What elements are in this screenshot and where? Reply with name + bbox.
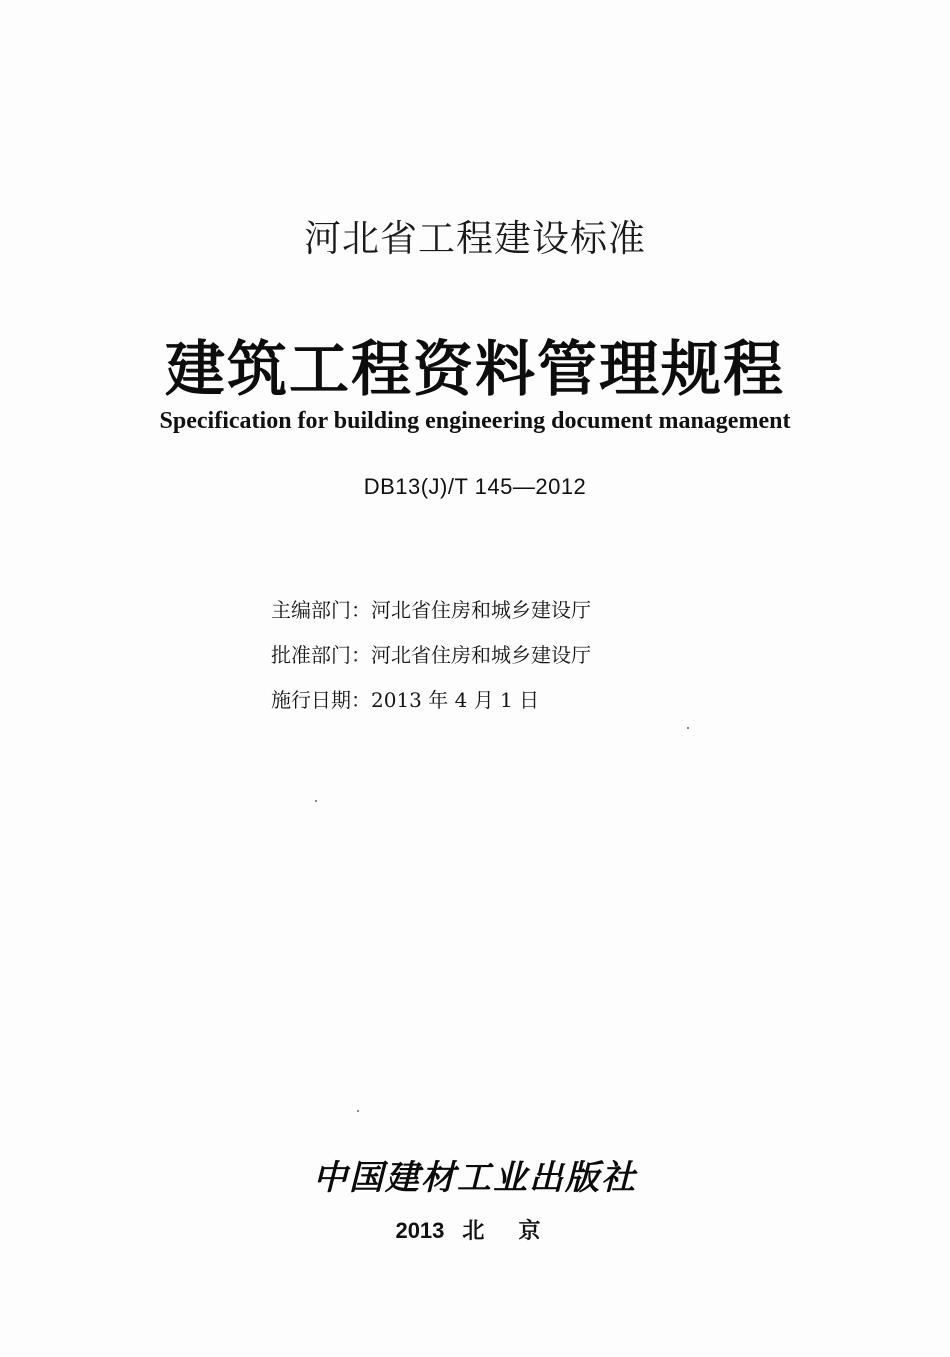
- publication-year-city: [0, 1214, 950, 1245]
- scan-speck: [357, 1110, 359, 1112]
- standard-series-heading: 河北省工程建设标准: [304, 217, 646, 260]
- approver-value: 河北省住房和城乡建设厅: [371, 643, 591, 667]
- document-title-en: Specification for building engineering document management: [159, 408, 791, 434]
- publication-city: 北 京: [462, 1218, 555, 1243]
- editor-value: 河北省住房和城乡建设厅: [371, 598, 591, 622]
- date-label: 施行日期：: [271, 688, 371, 712]
- date-value: 2013 年 4 月 1 日: [371, 688, 540, 712]
- editor-label: 主编部门：: [271, 598, 371, 622]
- publisher-name: 中国建材工业出版社: [313, 1158, 637, 1198]
- document-title-zh: 建筑工程资料管理规程: [165, 335, 785, 405]
- standard-code: DB13(J)/T 145—2012: [363, 474, 587, 499]
- approver-label: 批准部门：: [271, 643, 371, 667]
- editor-department: [271, 594, 591, 623]
- approver-department: [271, 639, 591, 668]
- scan-speck: [315, 800, 317, 802]
- scan-speck: [687, 727, 689, 729]
- publication-year: 2013: [395, 1218, 445, 1243]
- effective-date: [271, 684, 539, 713]
